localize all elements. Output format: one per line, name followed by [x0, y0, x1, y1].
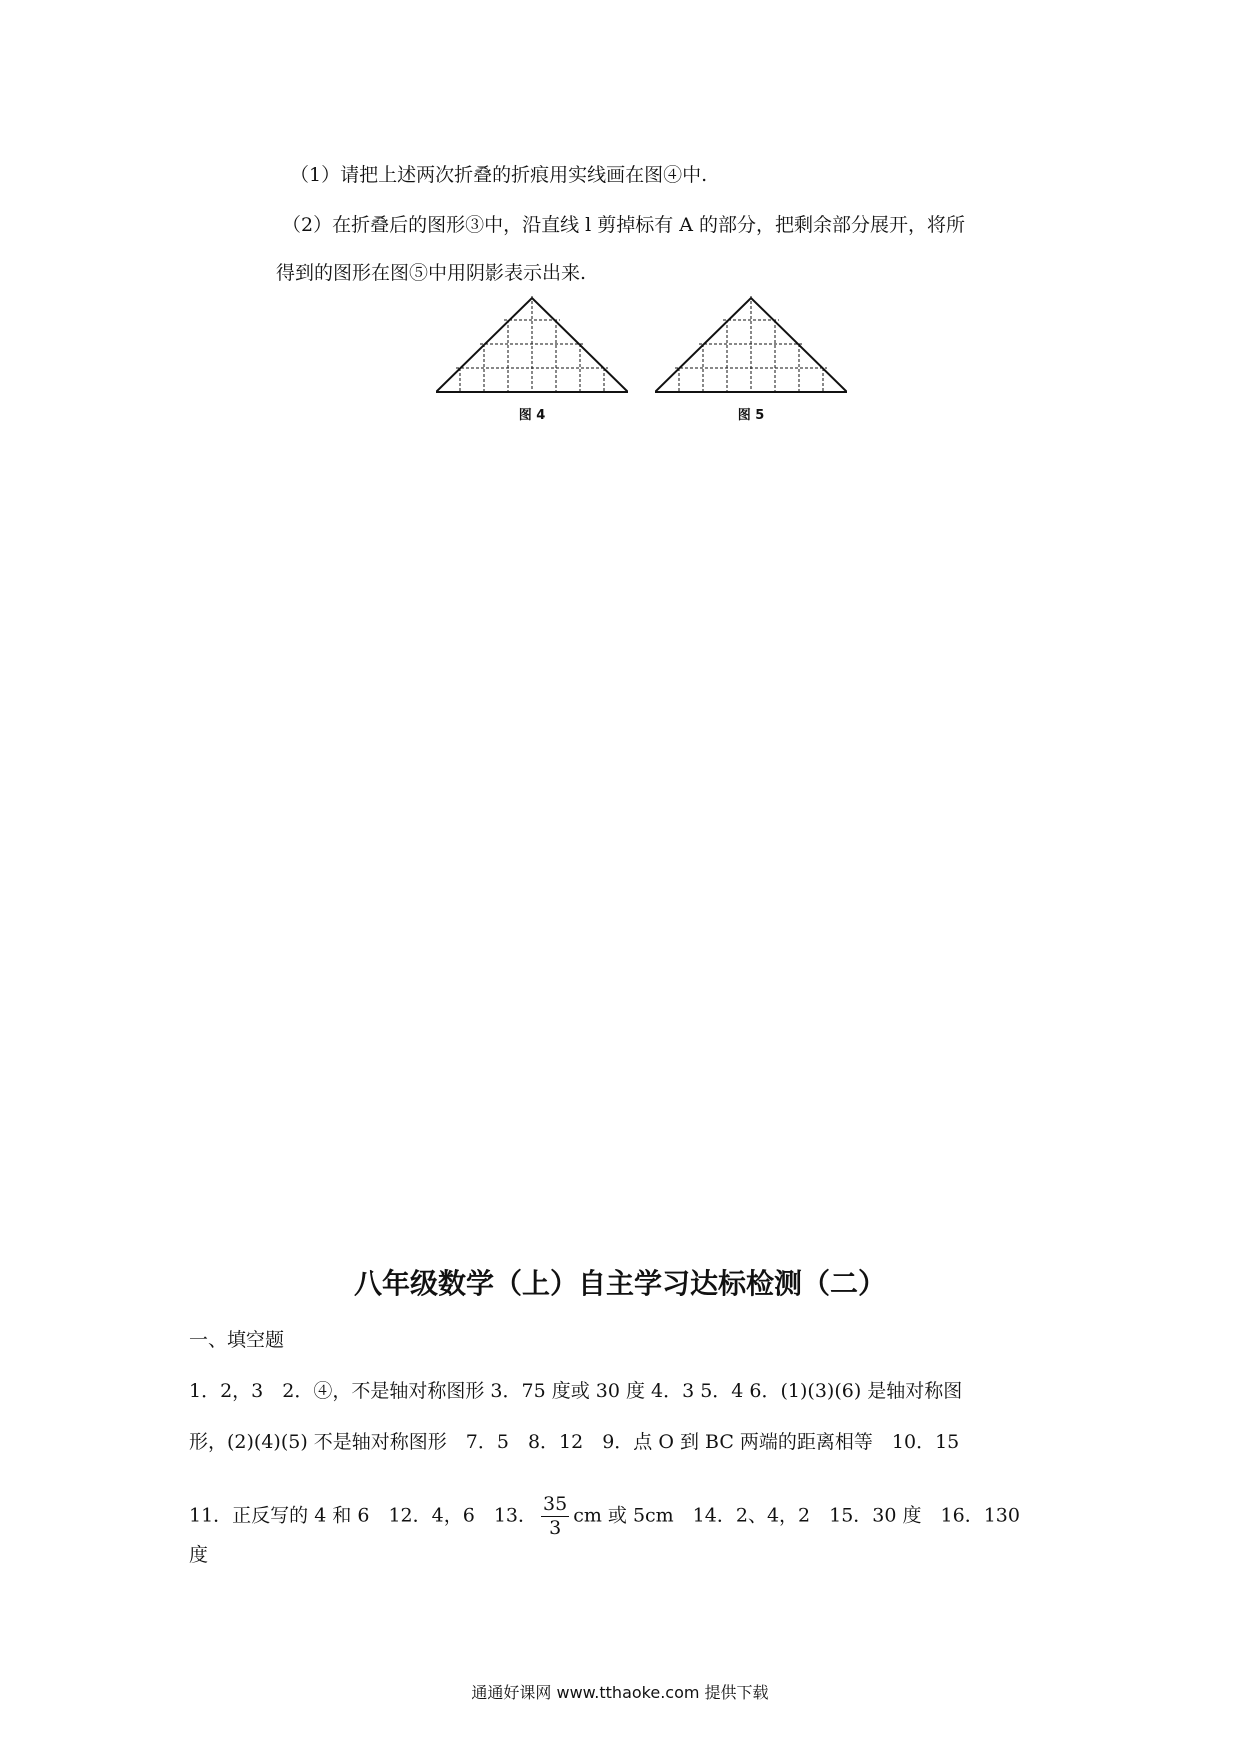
- figure-5-caption: 图 5: [737, 408, 765, 423]
- question-2-line-2: 得到的图形在图⑤中用阴影表示出来.: [276, 262, 587, 284]
- footer-source: 通通好课网 www.tthaoke.com 提供下载: [471, 1683, 769, 1702]
- figure-5-grid-triangle: [655, 296, 847, 396]
- fraction-35-over-3: [541, 1493, 569, 1540]
- figure-4-grid-triangle: [436, 296, 628, 396]
- section-heading: 一、填空题: [189, 1329, 285, 1351]
- figure-5: [655, 296, 847, 423]
- answer-line-2: 形，(2)(4)(5) 不是轴对称图形 7．5 8．12 9．点 O 到 BC 两端的距离相等 10．15: [189, 1431, 960, 1453]
- figure-4: [436, 296, 628, 423]
- answer-line-3: [189, 1493, 1020, 1540]
- fraction-denominator: 3: [549, 1516, 562, 1539]
- question-2-line-1: （2）在折叠后的图形③中，沿直线 l 剪掉标有 A 的部分，把剩余部分展开，将所: [282, 214, 966, 236]
- answer-title: 八年级数学（上）自主学习达标检测（二）: [353, 1267, 886, 1300]
- fraction-numerator: 35: [543, 1493, 568, 1515]
- figure-4-caption: 图 4: [518, 408, 546, 423]
- answer-line-1: 1．2，3 2．④，不是轴对称图形 3．75 度或 30 度 4．3 5．4 6．(1)(3)(6) 是轴对称图: [189, 1380, 963, 1402]
- question-1: （1）请把上述两次折叠的折痕用实线画在图④中.: [290, 164, 708, 186]
- answer-line-4: 度: [189, 1544, 209, 1566]
- answer-line-3-before: 11．正反写的 4 和 6 12．4，6 13．: [189, 1504, 538, 1527]
- answer-line-3-after: cm 或 5cm 14．2、4，2 15．30 度 16．130: [573, 1504, 1020, 1527]
